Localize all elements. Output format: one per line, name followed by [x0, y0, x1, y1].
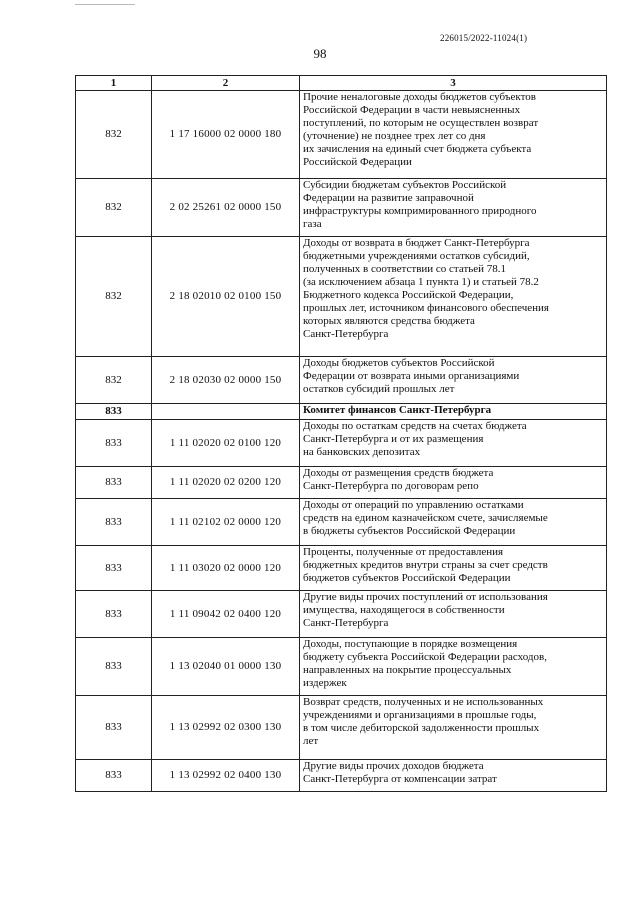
- description-line: Проценты, полученные от предоставления: [303, 546, 504, 558]
- description-line: на банковских депозитах: [303, 446, 421, 458]
- description-cell: [300, 91, 607, 179]
- description-line: имущества, находящегося в собственности: [303, 604, 505, 616]
- description-line: инфраструктуры компримированного природного: [303, 205, 537, 217]
- description-line: бюджетных кредитов внутри страны за счет средств: [303, 559, 548, 571]
- description-line: Санкт-Петербурга: [303, 328, 389, 340]
- table-row: [76, 499, 607, 546]
- column-header-3: 3: [300, 76, 607, 91]
- description-line: Доходы по остаткам средств на счетах бюджета: [303, 420, 527, 432]
- description-cell: [300, 638, 607, 696]
- table-row: [76, 467, 607, 499]
- description-line: прошлых лет, источником финансового обеспечения: [303, 302, 549, 314]
- budget-classification-code-cell: 1 13 02040 01 0000 130: [152, 638, 300, 696]
- description-line: (за исключением абзаца 1 пункта 1) и статьей 78.2: [303, 276, 539, 288]
- budget-classification-code-cell: 2 18 02010 02 0100 150: [152, 237, 300, 357]
- description-line: в том числе дебиторской задолженности прошлых: [303, 722, 540, 734]
- description-line: Федерации от возврата иными организациями: [303, 370, 520, 382]
- revenue-codes-table: [75, 75, 607, 792]
- description-cell: [300, 404, 607, 420]
- description-line: средств на едином казначейском счете, зачисляемые: [303, 512, 548, 524]
- admin-code-cell: 833: [76, 420, 152, 467]
- budget-classification-code-cell: 2 18 02030 02 0000 150: [152, 357, 300, 404]
- budget-classification-code-cell: 1 11 02020 02 0100 120: [152, 420, 300, 467]
- description-cell: [300, 179, 607, 237]
- table-row: [76, 420, 607, 467]
- description-cell: [300, 499, 607, 546]
- admin-code-cell: 832: [76, 237, 152, 357]
- admin-code-cell: 833: [76, 404, 152, 420]
- description-line: Доходы от операций по управлению остатками: [303, 499, 524, 511]
- description-line: Российской Федерации: [303, 156, 412, 168]
- description-line: которых являются средства бюджета: [303, 315, 475, 327]
- budget-classification-code-cell: 1 13 02992 02 0400 130: [152, 760, 300, 792]
- description-cell: [300, 760, 607, 792]
- column-header-2: 2: [152, 76, 300, 91]
- budget-classification-code-cell: [152, 404, 300, 420]
- description-line: Прочие неналоговые доходы бюджетов субъектов: [303, 91, 536, 103]
- budget-classification-code-cell: 1 13 02992 02 0300 130: [152, 696, 300, 760]
- description-line: поступлений, по которым не осуществлен возврат: [303, 117, 539, 129]
- description-line: газа: [303, 218, 322, 230]
- description-cell: [300, 357, 607, 404]
- description-line: (уточнение) не позднее трех лет со дня: [303, 130, 486, 142]
- budget-classification-code-cell: 1 11 03020 02 0000 120: [152, 546, 300, 591]
- description-line: остатков субсидий прошлых лет: [303, 383, 455, 395]
- description-line: учреждениями и организациями в прошлые годы,: [303, 709, 537, 721]
- table-row: [76, 696, 607, 760]
- admin-code-cell: 833: [76, 638, 152, 696]
- description-line: Доходы от возврата в бюджет Санкт-Петербурга: [303, 237, 530, 249]
- description-line: бюджетов субъектов Российской Федерации: [303, 572, 511, 584]
- table-row: [76, 546, 607, 591]
- description-line: лет: [303, 735, 319, 747]
- description-line: Другие виды прочих поступлений от использования: [303, 591, 548, 603]
- description-line: Санкт-Петербурга по договорам репо: [303, 480, 479, 492]
- budget-classification-code-cell: 1 11 09042 02 0400 120: [152, 591, 300, 638]
- description-line: направленных на покрытие процессуальных: [303, 664, 512, 676]
- description-line: Доходы от размещения средств бюджета: [303, 467, 494, 479]
- description-line: Санкт-Петербурга: [303, 617, 389, 629]
- table-header-row: [76, 76, 607, 91]
- description-line: Доходы бюджетов субъектов Российской: [303, 357, 495, 369]
- budget-classification-code-cell: 1 11 02102 02 0000 120: [152, 499, 300, 546]
- description-line: Санкт-Петербурга и от их размещения: [303, 433, 484, 445]
- scan-mark: [75, 4, 135, 5]
- table-row: [76, 760, 607, 792]
- description-cell: [300, 546, 607, 591]
- description-line: полученных в соответствии со статьей 78.1: [303, 263, 507, 275]
- admin-code-cell: 832: [76, 357, 152, 404]
- table-row: [76, 638, 607, 696]
- admin-code-cell: 833: [76, 591, 152, 638]
- table-row: [76, 357, 607, 404]
- description-line: Субсидии бюджетам субъектов Российской: [303, 179, 507, 191]
- admin-code-cell: 833: [76, 499, 152, 546]
- admin-code-cell: 833: [76, 546, 152, 591]
- table-row: [76, 237, 607, 357]
- table-row: [76, 91, 607, 179]
- description-line: бюджету субъекта Российской Федерации расходов,: [303, 651, 547, 663]
- budget-classification-code-cell: 1 11 02020 02 0200 120: [152, 467, 300, 499]
- document-id: 226015/2022-11024(1): [440, 33, 528, 43]
- description-cell: [300, 696, 607, 760]
- description-line: Санкт-Петербурга от компенсации затрат: [303, 773, 497, 785]
- description-cell: [300, 237, 607, 357]
- admin-code-cell: 833: [76, 467, 152, 499]
- description-line: Федерации на развитие заправочной: [303, 192, 474, 204]
- table-row: [76, 591, 607, 638]
- description-line: их зачисления на единый счет бюджета субъекта: [303, 143, 532, 155]
- description-line: в бюджеты субъектов Российской Федерации: [303, 525, 516, 537]
- admin-code-cell: 833: [76, 760, 152, 792]
- description-cell: [300, 591, 607, 638]
- description-cell: [300, 467, 607, 499]
- admin-code-cell: 832: [76, 91, 152, 179]
- table-body: [76, 76, 607, 792]
- table-row: [76, 404, 607, 420]
- admin-code-cell: 832: [76, 179, 152, 237]
- description-line: Другие виды прочих доходов бюджета: [303, 760, 484, 772]
- description-line: Доходы, поступающие в порядке возмещения: [303, 638, 518, 650]
- description-line: Бюджетного кодекса Российской Федерации,: [303, 289, 514, 301]
- budget-classification-code-cell: 1 17 16000 02 0000 180: [152, 91, 300, 179]
- description-line: бюджетными учреждениями остатков субсидий,: [303, 250, 530, 262]
- column-header-1: 1: [76, 76, 152, 91]
- description-line: Возврат средств, полученных и не использованных: [303, 696, 544, 708]
- budget-classification-code-cell: 2 02 25261 02 0000 150: [152, 179, 300, 237]
- admin-code-cell: 833: [76, 696, 152, 760]
- description-cell: [300, 420, 607, 467]
- page-number: 98: [313, 46, 327, 61]
- description-line: Комитет финансов Санкт-Петербурга: [303, 404, 492, 416]
- description-line: издержек: [303, 677, 347, 689]
- table-row: [76, 179, 607, 237]
- description-line: Российской Федерации в части невыясненных: [303, 104, 521, 116]
